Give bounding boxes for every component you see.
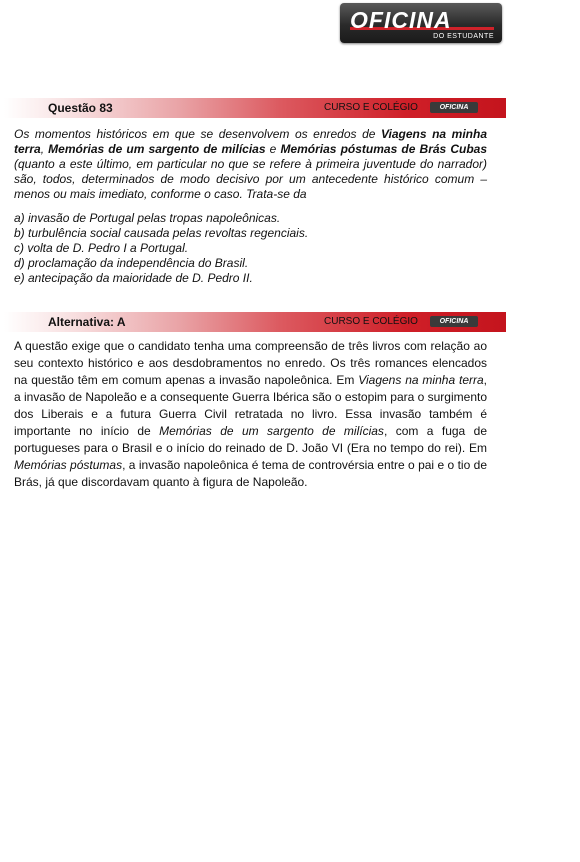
logo-subtitle: DO ESTUDANTE: [433, 33, 494, 40]
option-b: b) turbulência social causada pelas revoltas regenciais.: [14, 226, 309, 240]
book-title: Viagens na minha terra: [14, 127, 487, 156]
answer-text-part: , a invasão napoleônica é tema de controvérsia entre o pai e o tio de Brás, já que discordavam quanto à figura de Napoleão.: [14, 458, 487, 489]
option-a: a) invasão de Portugal pelas tropas napoleônicas.: [14, 211, 281, 225]
question-text: [14, 127, 487, 202]
question-text-part: Os momentos históricos em que se desenvolvem os enredos de: [14, 127, 381, 141]
course-label: CURSO E COLÉGIO: [324, 316, 418, 327]
option-c: c) volta de D. Pedro I a Portugal.: [14, 241, 189, 255]
book-title: Memórias póstumas: [14, 458, 123, 472]
book-title: Memórias de um sargento de milícias: [48, 142, 266, 156]
question-header: [4, 98, 506, 118]
answer-header: [4, 312, 506, 332]
question-text-part: e: [265, 142, 281, 156]
answer-text: [14, 338, 487, 491]
mini-logo: OFICINA: [430, 316, 478, 327]
course-label: CURSO E COLÉGIO: [324, 102, 418, 113]
book-title: Viagens na minha terra: [358, 373, 484, 387]
oficina-logo: [340, 3, 502, 43]
book-title: Memórias de um sargento de milícias: [159, 424, 384, 438]
question-text-part: (quanto a este último, em particular no que se refere à primeira juventude do narrador) são, todos, determinados de modo decisivo por um antecedente histórico comum – menos ou mais imediato, conforme o caso. Trata-se da: [14, 157, 487, 201]
question-text-part: ,: [40, 142, 49, 156]
option-d: d) proclamação da independência do Brasil.: [14, 256, 249, 270]
answer-label: Alternativa: A: [48, 315, 126, 329]
answer-text-part: A questão exige que o candidato tenha uma compreensão de três livros com relação ao seu contexto histórico e aos desdobramentos no enredo. Os três romances elencados na questão têm em comum apenas a invasão napoleônica. Em: [14, 339, 487, 387]
answer-text-part: , a invasão de Napoleão e a consequente Guerra Ibérica são o estopim para o surgimento dos Liberais e a futura Guerra Civil retratada no livro. Essa invasão também é importante no início de: [14, 373, 487, 438]
answer-text-part: , com a fuga de portugueses para o Brasil e o início do reinado de D. João VI (Era no tempo do rei). Em: [14, 424, 487, 455]
options-list: [14, 211, 487, 286]
option-e: e) antecipação da maioridade de D. Pedro II.: [14, 271, 253, 285]
question-number: Questão 83: [48, 101, 113, 115]
logo-brand: OFICINA: [350, 7, 452, 33]
mini-logo: OFICINA: [430, 102, 478, 113]
book-title: Memórias póstumas de Brás Cubas: [280, 142, 488, 156]
